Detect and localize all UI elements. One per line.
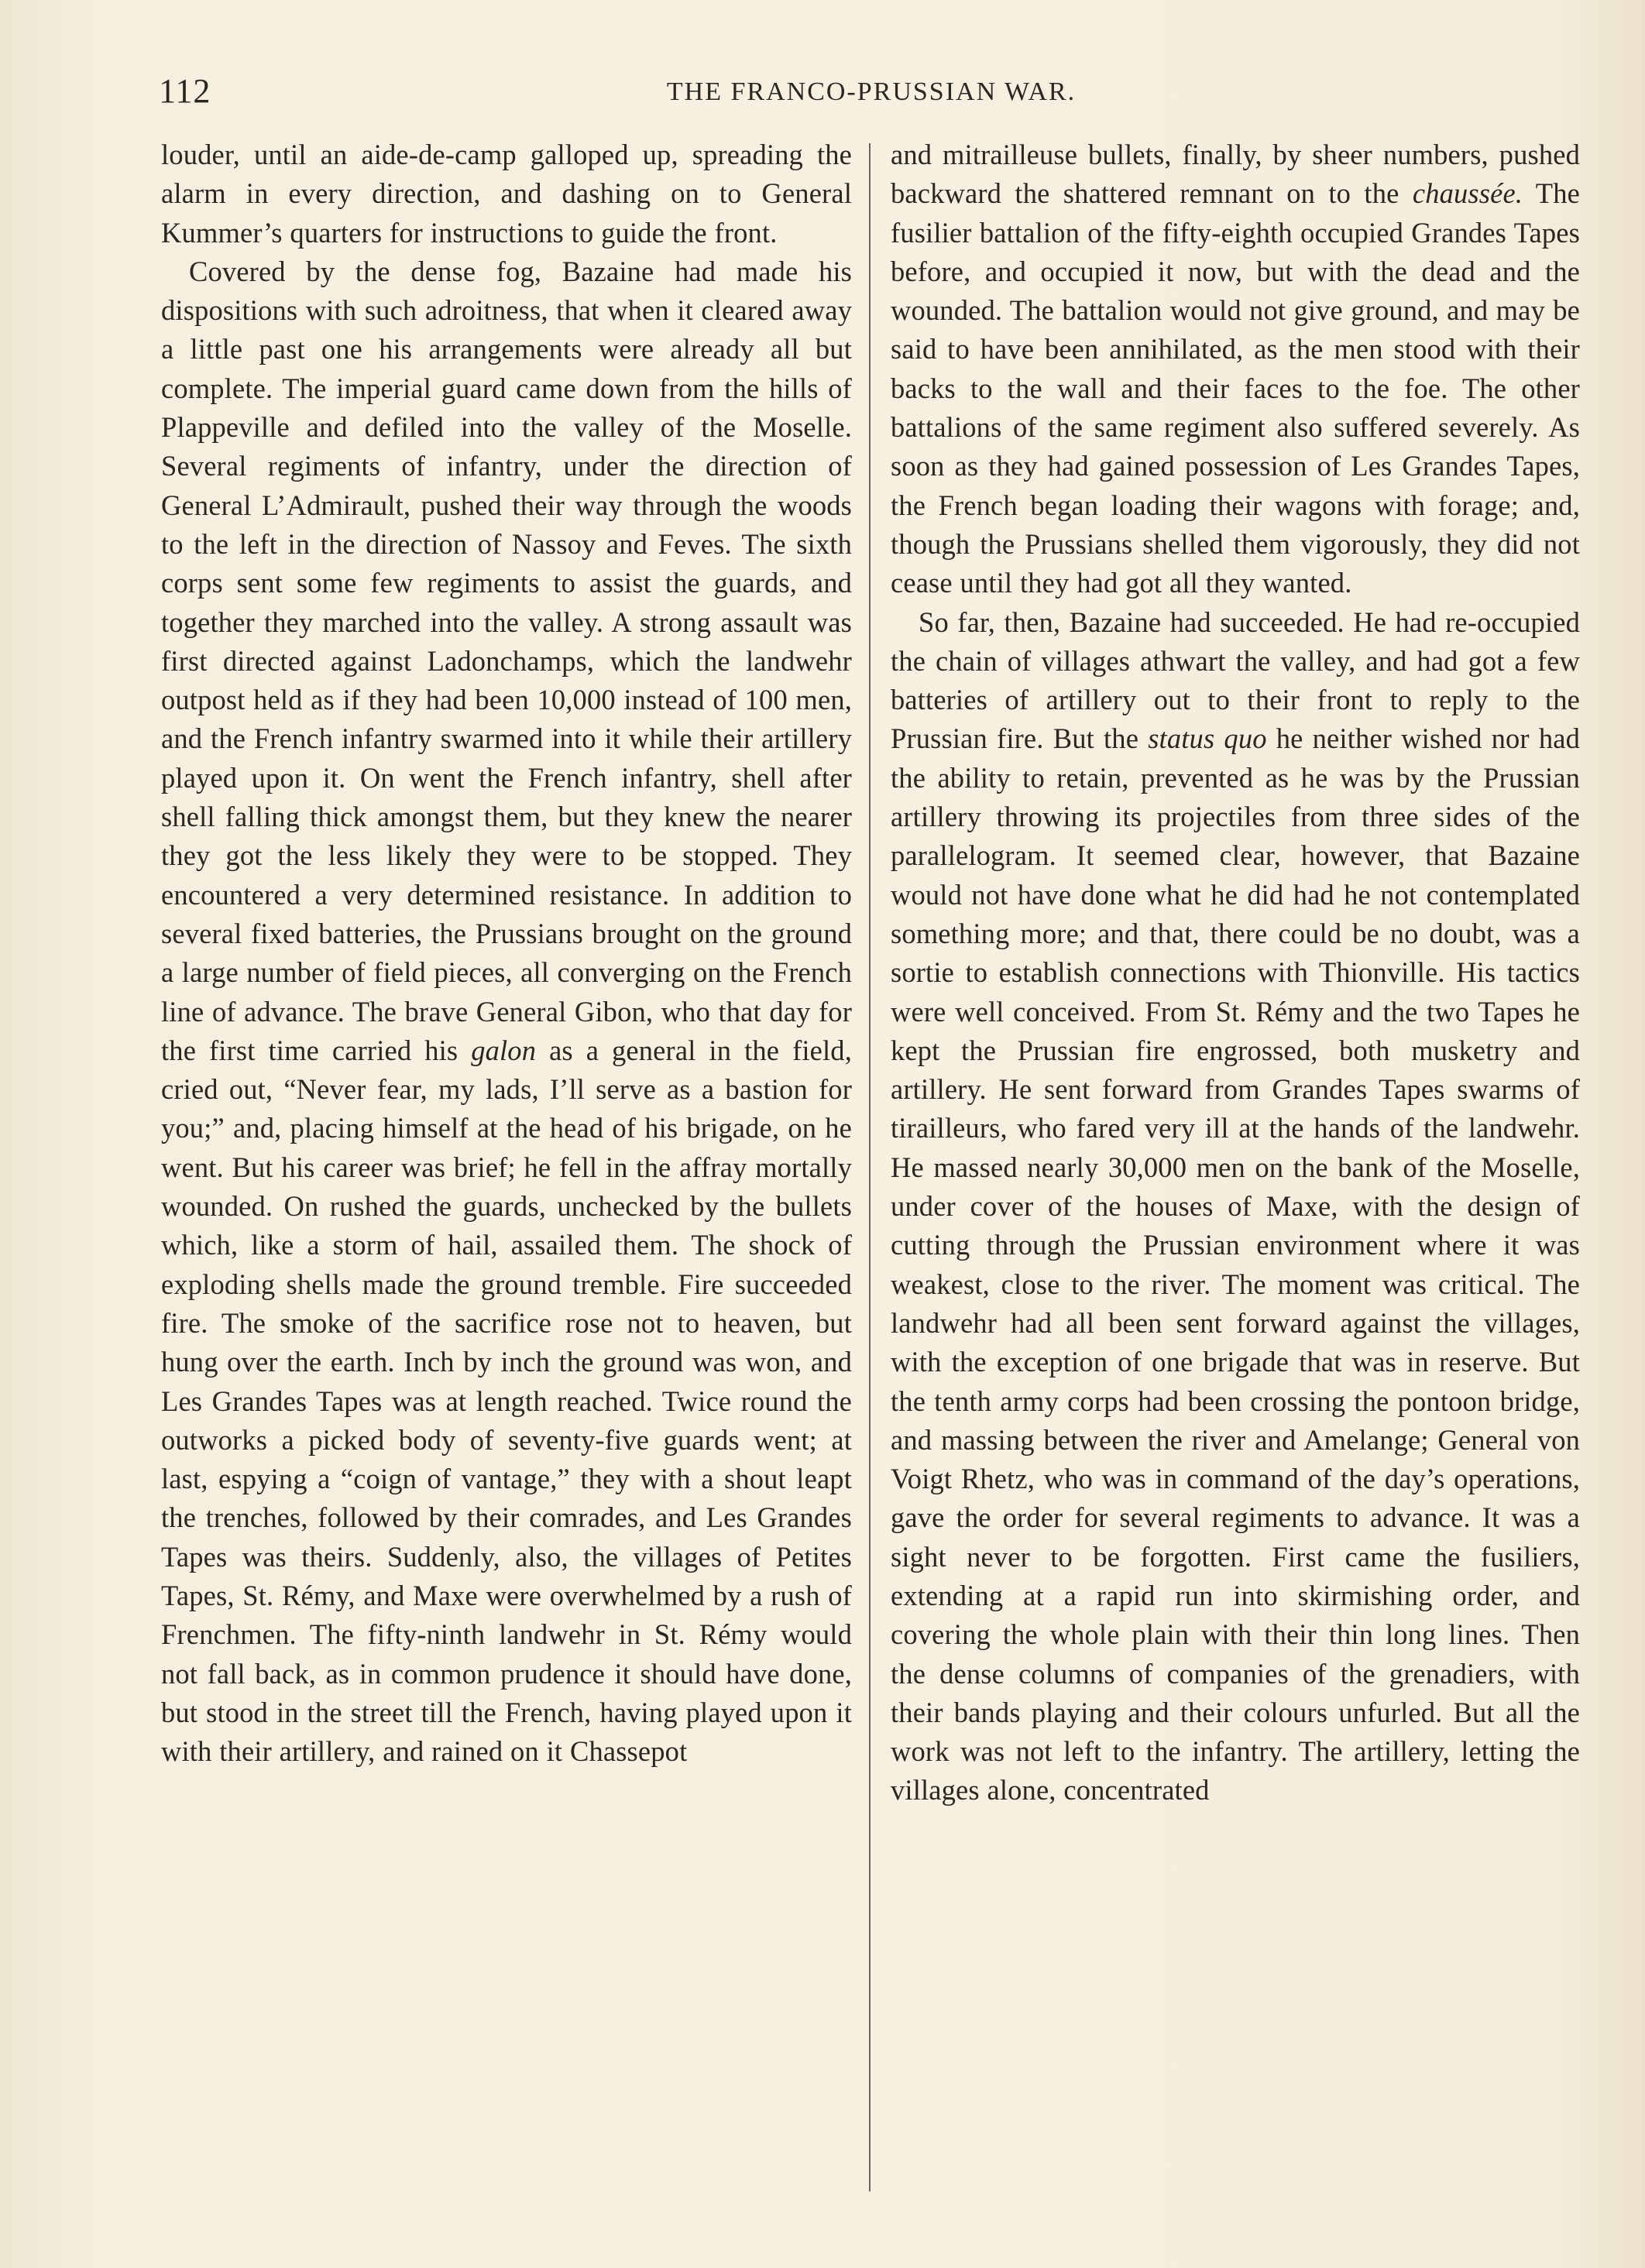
page-header — [159, 71, 1584, 118]
page-number: 112 — [159, 72, 211, 110]
paragraph-text: as a general in the field, cried out, “Never fear, my lads, I’ll serve as a bastion for you;” and, placing himself at the head of his brigade, on he went. But his career was brief; he fell in the affray mortally wounded. On rushed the guards, unchecked by the bullets which, like a storm of hail, assailed them. The shock of exploding shells made the ground tremble. Fire succeeded fire. The smoke of the sacrifice rose not to heaven, but hung over the earth. Inch by inch the ground was won, and Les Grandes Tapes was at length reached. Twice round the outworks a picked body of seventy-five guards went; at last, espying a “coign of vantage,” they with a shout leapt the trenches, followed by their comrades, and Les Grandes Tapes was theirs. Suddenly, also, the villages of Petites Tapes, St. Rémy, and Maxe were overwhelmed by a rush of Frenchmen. The fifty-ninth landwehr in St. Rémy would not fall back, as in common prudence it should have done, but stood in the street till the French, having played upon it with their artillery, and rained on it Chassepot — [161, 1034, 852, 1768]
paragraph-text: Covered by the dense fog, Bazaine had made his dispositions with such adroitness, that when it cleared away a little past one his arrangements were already all but complete. The imperial guard came down from the hills of Plappeville and defiled into the valley of the Moselle. Several regiments of infantry, under the direction of General L’Admirault, pushed their way through the woods to the left in the direction of Nassoy and Feves. The sixth corps sent some few regiments to assist the guards, and together they marched into the valley. A strong assault was first directed against Ladonchamps, which the landwehr outpost held as if they had been 10,000 instead of 100 men, and the French infantry swarmed into it while their artillery played upon it. On went the French infantry, shell after shell falling thick amongst them, but they knew the nearer they got the less likely they were to be stopped. They encountered a very determined resistance. In addition to several fixed batteries, the Prussians brought on the ground a large number of field pieces, all converging on the French line of advance. The brave General Gibon, who that day for the first time carried his — [161, 255, 852, 1066]
italic-term: chaussée. — [1412, 177, 1523, 210]
column-divider — [869, 143, 871, 2191]
paragraph-text: and mitrailleuse bullets, finally, by sheer numbers, pushed backward the shattered remnant on to the — [891, 139, 1580, 210]
paragraph-text: louder, until an aide-de-camp galloped up, spreading the alarm in every direction, and dashing on to General Kummer’s quarters for instructions to guide the front. — [161, 139, 852, 249]
paragraph-text: The fusilier battalion of the fifty-eighth occupied Grandes Tapes before, and occupied it now, but with the dead and the wounded. The battalion would not give ground, and may be said to have been annihilated, as the men stood with their backs to the wall and their faces to the foe. The other battalions of the same regiment also suffered severely. As soon as they had gained possession of Les Grandes Tapes, the French began loading their wagons with forage; and, though the Prussians shelled them vigorously, they did not cease until they had got all they wanted. — [891, 177, 1580, 599]
left-column — [161, 136, 852, 1771]
paragraph-text: So far, then, Bazaine had succeeded. He had re-occupied the chain of villages athwart the valley, and had got a few batteries of artillery out to their front to reply to the Prussian fire. But the — [891, 606, 1580, 755]
italic-term: galon — [471, 1034, 537, 1066]
paragraph-text: he neither wished nor had the ability to retain, prevented as he was by the Prussian artillery throwing its projectiles from three sides of the parallelogram. It seemed clear, however, that Bazaine would not have done what he did had he not contemplated something more; and that, there could be no doubt, was a sortie to establish connections with Thionville. His tactics were well conceived. From St. Rémy and the two Tapes he kept the Prussian fire engrossed, both musketry and artillery. He sent forward from Grandes Tapes swarms of tirailleurs, who fared very ill at the hands of the landwehr. He massed nearly 30,000 men on the bank of the Moselle, under cover of the houses of Maxe, with the design of cutting through the Prussian environment where it was weakest, close to the river. The moment was critical. The landwehr had all been sent forward against the villages, with the exception of one brigade that was in reserve. But the tenth army corps had been crossing the pontoon bridge, and massing between the river and Amelange; General von Voigt Rhetz, who was in command of the day’s operations, gave the order for several regiments to advance. It was a sight never to be forgotten. First came the fusiliers, extending at a rapid run into skirmishing order, and covering the whole plain with their thin long lines. Then the dense columns of companies of the grenadiers, with their bands playing and their colours unfurled. But all the work was not left to the infantry. The artillery, letting the villages alone, concentrated — [891, 722, 1580, 1807]
paragraph — [161, 136, 852, 252]
running-title: THE FRANCO-PRUSSIAN WAR. — [666, 77, 1077, 106]
paragraph — [891, 136, 1580, 603]
paragraph — [161, 252, 852, 1772]
italic-term: status quo — [1148, 722, 1267, 755]
right-column — [891, 136, 1580, 1810]
paragraph — [891, 603, 1580, 1810]
